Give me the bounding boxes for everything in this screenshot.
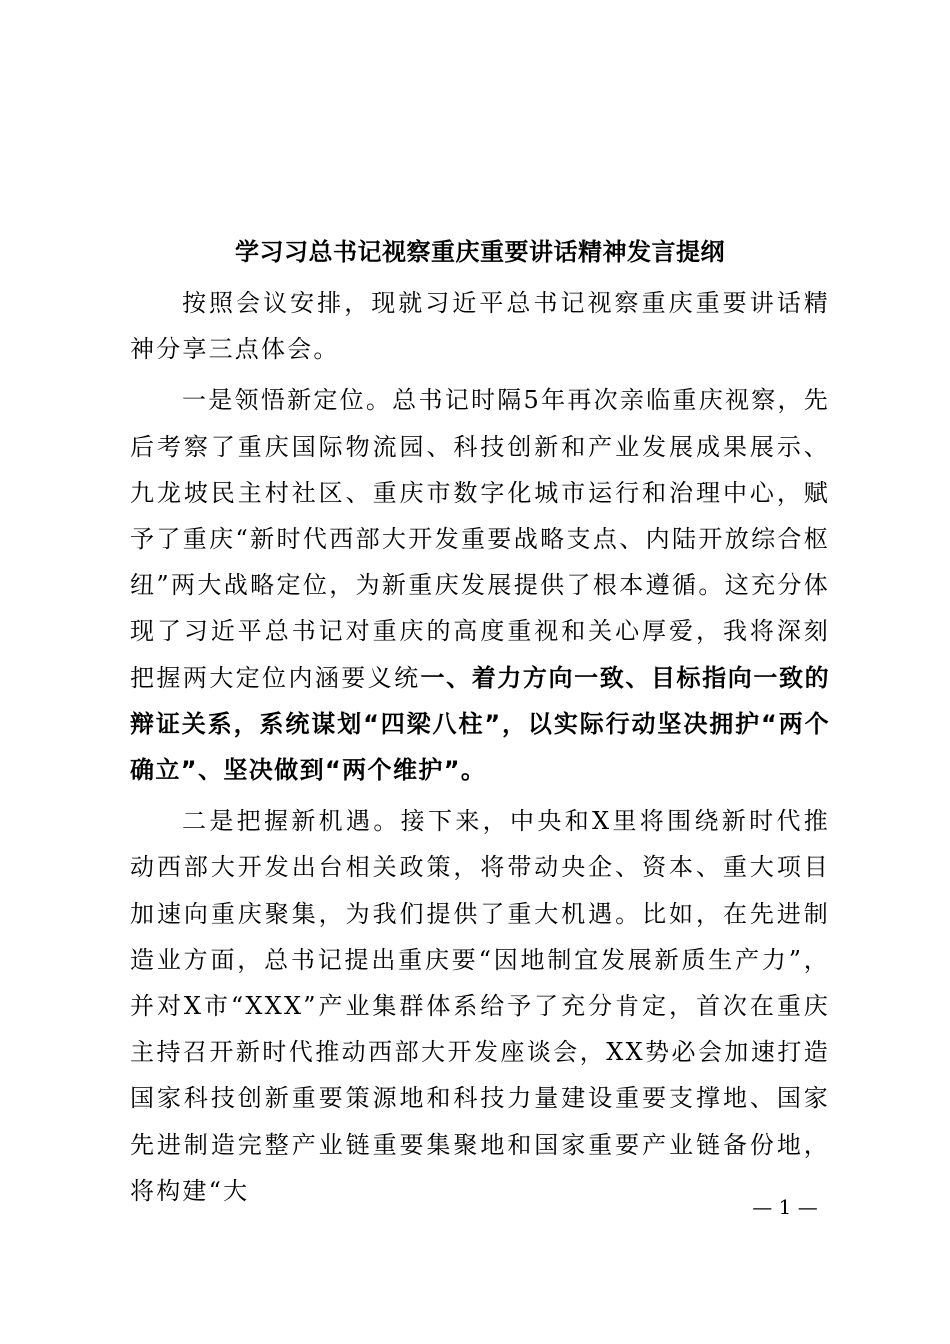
- paragraph-intro: 按照会议安排，现就习近平总书记视察重庆重要讲话精神分享三点体会。: [130, 289, 830, 364]
- document-title: 学习习总书记视察重庆重要讲话精神发言提纲: [235, 237, 725, 266]
- paragraph-point-one: [130, 377, 830, 793]
- document-body: [130, 280, 830, 1214]
- paragraph-point-one-emphasis: 一、着力方向一致、目标指向一致的辩证关系，系统谋划“四梁八柱”，以实际行动坚决拥护“两个确立”、坚决做到“两个维护”。: [130, 663, 830, 785]
- paragraph-point-one-text: 一是领悟新定位。总书记时隔5年再次亲临重庆视察，先后考察了重庆国际物流园、科技创新和产业发展成果展示、九龙坡民主村社区、重庆市数字化城市运行和治理中心，赋予了重庆“新时代西部大开发重要战略支点、内陆开放综合枢纽”两大战略定位，为新重庆发展提供了根本遵循。这充分体现了习近平总书记对重庆的高度重视和关心厚爱，我将深刻把握两大定位内涵要义统: [130, 386, 830, 692]
- page-number: — 1 —: [752, 1195, 818, 1219]
- paragraph-point-two: 二是把握新机遇。接下来，中央和X里将围绕新时代推动西部大开发出台相关政策，将带动央企、资本、重大项目加速向重庆聚集，为我们提供了重大机遇。比如，在先进制造业方面，总书记提出重庆要“因地制宜发展新质生产力”，并对X市“XXX”产业集群体系给予了充分肯定，首次在重庆主持召开新时代推动西部大开发座谈会，XX势必会加速打造国家科技创新重要策源地和科技力量建设重要支撑地、国家先进制造完整产业链重要集聚地和国家重要产业链备份地，将构建“大: [130, 807, 830, 1205]
